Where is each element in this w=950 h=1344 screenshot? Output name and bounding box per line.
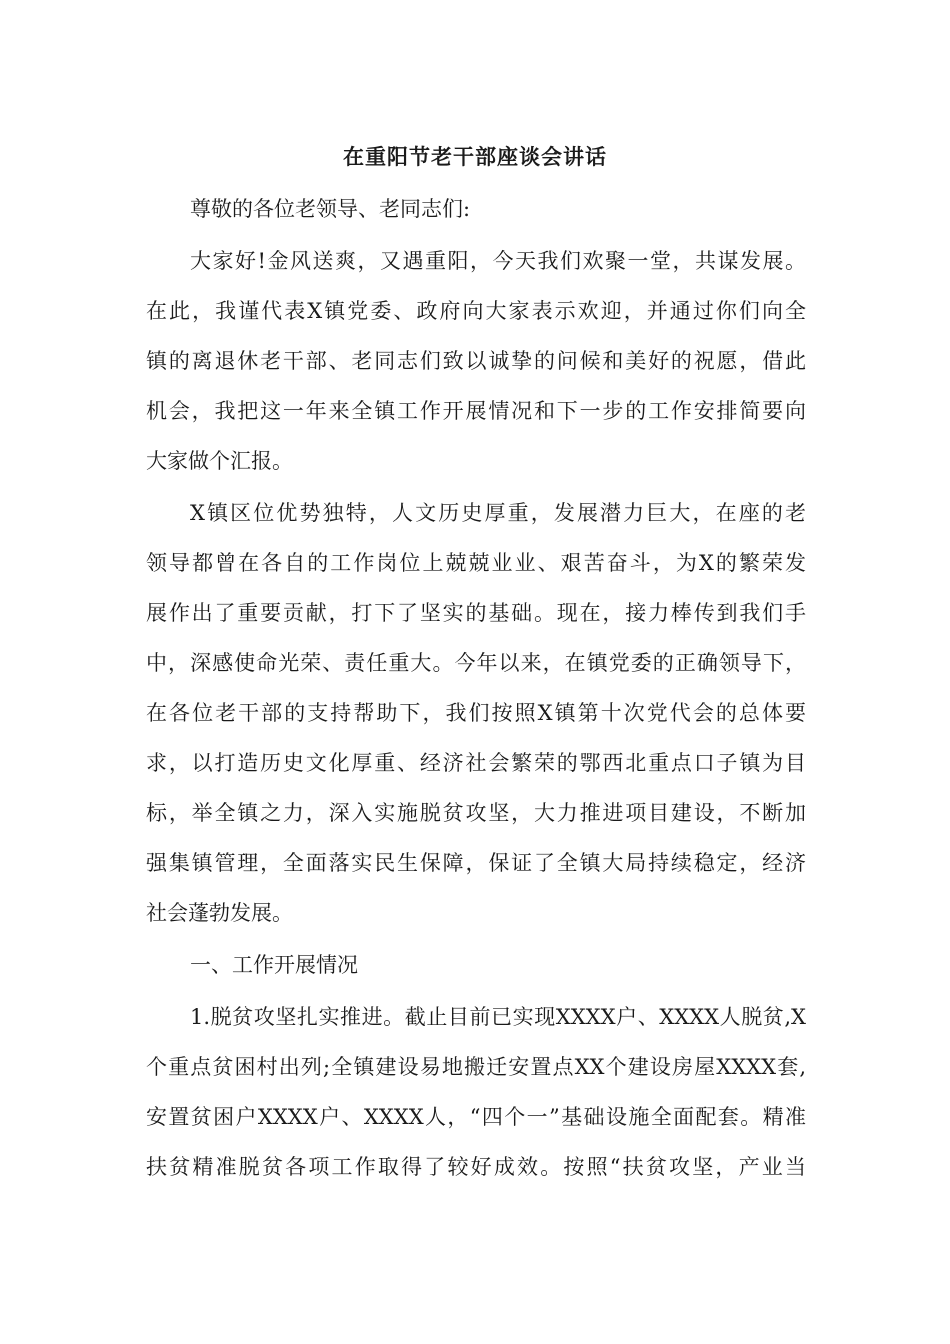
paragraph-line: 展作出了重要贡献，打下了坚实的基础。现在，接力棒传到我们手 — [146, 601, 806, 625]
paragraph-line: 强集镇管理，全面落实民生保障，保证了全镇大局持续稳定，经济 — [146, 851, 806, 875]
paragraph-line: 个重点贫困村出列;全镇建设易地搬迁安置点XX个建设房屋XXXX套, — [146, 1055, 806, 1079]
section-heading: 一、工作开展情况 — [190, 953, 358, 977]
paragraph-line: 安置贫困户XXXX户、XXXX人，“四个一”基础设施全面配套。精准 — [146, 1105, 806, 1129]
paragraph-line: 在各位老干部的支持帮助下，我们按照X镇第十次党代会的总体要 — [146, 701, 806, 725]
paragraph-line: 大家好!金风送爽，又遇重阳，今天我们欢聚一堂，共谋发展。 — [190, 249, 806, 273]
paragraph-line: 标，举全镇之力，深入实施脱贫攻坚，大力推进项目建设，不断加 — [146, 801, 806, 825]
paragraph-line: 领导都曾在各自的工作岗位上兢兢业业、艰苦奋斗，为X的繁荣发 — [146, 551, 806, 575]
paragraph-line: 社会蓬勃发展。 — [146, 901, 293, 925]
paragraph-line: 扶贫精准脱贫各项工作取得了较好成效。按照“扶贫攻坚，产业当 — [146, 1155, 806, 1179]
paragraph-line: 中，深感使命光荣、责任重大。今年以来，在镇党委的正确领导下， — [146, 651, 806, 675]
paragraph-line: 大家做个汇报。 — [146, 449, 293, 473]
salutation: 尊敬的各位老领导、老同志们: — [190, 197, 471, 221]
paragraph-line: 镇的离退休老干部、老同志们致以诚挚的问候和美好的祝愿，借此 — [146, 349, 806, 373]
paragraph-line: 在此，我谨代表X镇党委、政府向大家表示欢迎，并通过你们向全 — [146, 299, 806, 323]
paragraph-line: 1.脱贫攻坚扎实推进。截止目前已实现XXXX户、XXXX人脱贫,X — [190, 1005, 806, 1029]
paragraph-line: 机会，我把这一年来全镇工作开展情况和下一步的工作安排简要向 — [146, 399, 806, 423]
paragraph-line: X镇区位优势独特，人文历史厚重，发展潜力巨大，在座的老 — [190, 501, 806, 525]
paragraph-line: 求，以打造历史文化厚重、经济社会繁荣的鄂西北重点口子镇为目 — [146, 751, 806, 775]
document-title: 在重阳节老干部座谈会讲话 — [343, 144, 607, 169]
